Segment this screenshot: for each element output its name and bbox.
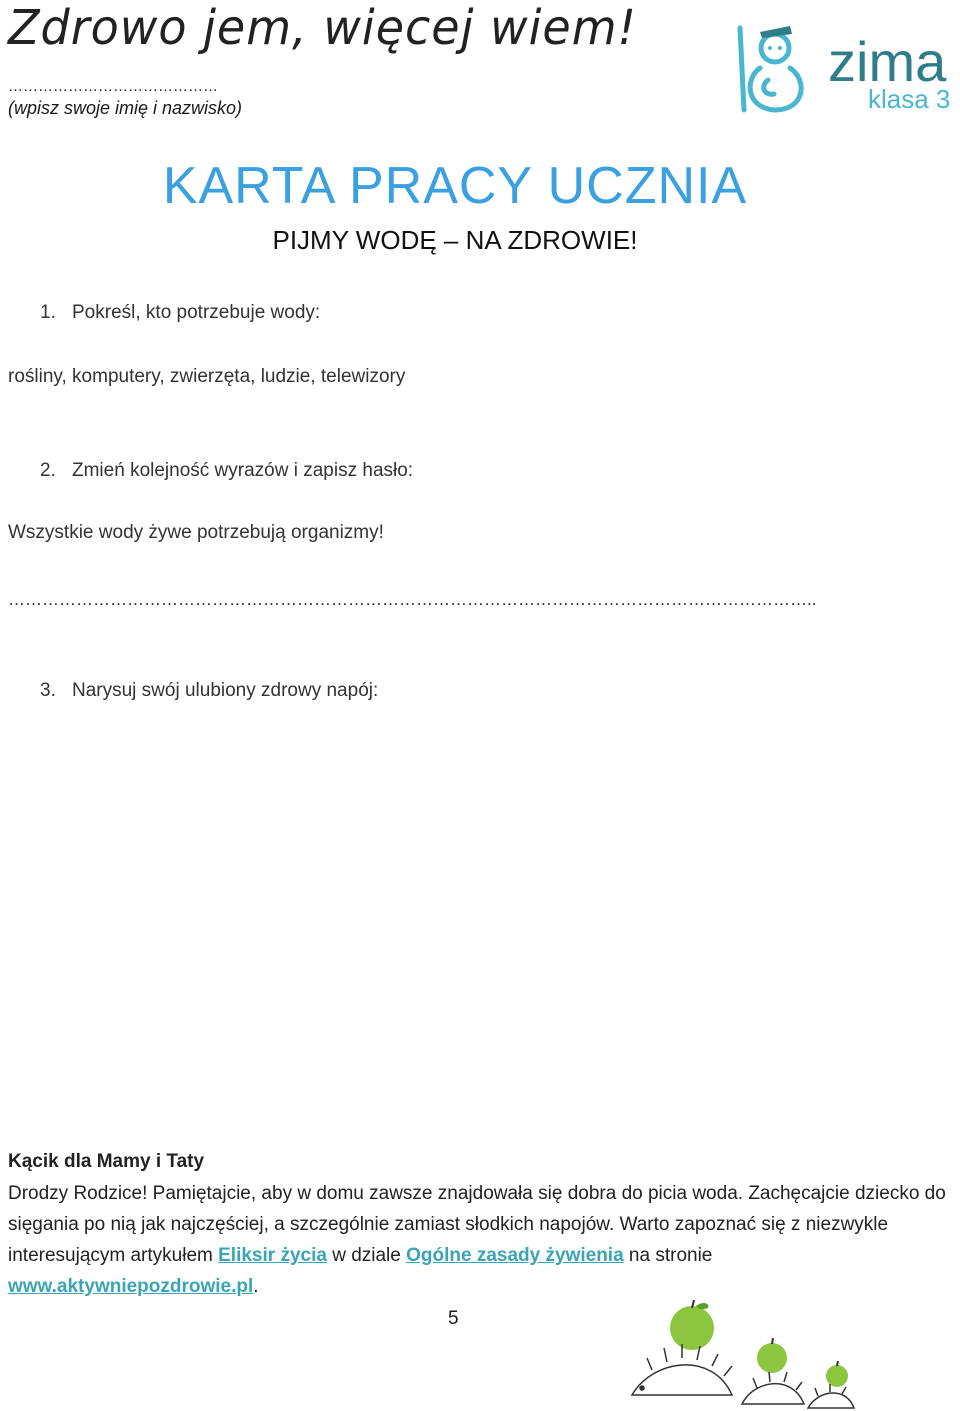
parents-heading: Kącik dla Mamy i Taty — [8, 1151, 205, 1172]
link-eliksir-zycia[interactable]: Eliksir życia — [218, 1245, 327, 1266]
snowman-icon — [730, 18, 820, 118]
task-number: 2. — [40, 460, 56, 481]
apple-icon — [757, 1338, 787, 1373]
parents-paragraph — [8, 1178, 953, 1302]
page-number: 5 — [448, 1308, 459, 1329]
task-text: Narysuj swój ulubiony zdrowy napój: — [72, 680, 379, 701]
task1-items: rośliny, komputery, zwierzęta, ludzie, telewizory — [8, 366, 406, 387]
task-number: 1. — [40, 302, 56, 323]
task-2 — [40, 460, 413, 482]
answer-line[interactable]: …………………………………………………………………………………………………………………………….. — [8, 590, 817, 609]
apple-icon — [670, 1300, 714, 1350]
parents-text-part: Drodzy Rodzice! Pamiętajcie, aby w domu zawsze znajdowała się dobra do picia woda. Zachęcajcie dziecko do sięgania po nią jak najczęściej, a szczególnie zamiast słodkich napojów. Warto zapoznać się z niezwykle interesującym artykułem — [8, 1183, 946, 1266]
logo-word: zima — [828, 30, 947, 93]
parents-text-part: . — [253, 1276, 259, 1297]
link-website[interactable]: www.aktywniepozdrowie.pl — [8, 1276, 254, 1297]
worksheet-subtitle: PIJMY WODĘ – NA ZDROWIE! — [272, 225, 638, 255]
task-text: Pokreśl, kto potrzebuje wody: — [72, 302, 321, 323]
hedgehog-icon — [632, 1344, 732, 1395]
handwritten-title: Zdrowo jem, więcej wiem! — [8, 0, 637, 56]
task2-sentence: Wszystkie wody żywe potrzebują organizmy! — [8, 522, 384, 543]
parents-text-part: na stronie — [623, 1245, 713, 1266]
apple-icon — [826, 1361, 848, 1387]
logo-subtitle: klasa 3 — [868, 84, 951, 114]
worksheet-title: KARTA PRACY UCZNIA — [162, 157, 748, 215]
link-ogolne-zasady-zywienia[interactable]: Ogólne zasady żywienia — [406, 1245, 624, 1266]
task-1 — [40, 302, 320, 324]
zima-logo — [730, 18, 955, 118]
hedgehog-icon — [808, 1384, 854, 1408]
task-text: Zmień kolejność wyrazów i zapisz hasło: — [72, 460, 414, 481]
hedgehog-icon — [742, 1372, 804, 1404]
name-fill-line[interactable]: …………………………………… — [8, 78, 218, 95]
hedgehogs-with-apples-illustration — [612, 1300, 857, 1411]
task-3 — [40, 680, 378, 702]
task-number: 3. — [40, 680, 56, 701]
parents-text-part: w dziale — [326, 1245, 407, 1266]
name-hint: (wpisz swoje imię i nazwisko) — [8, 98, 243, 118]
